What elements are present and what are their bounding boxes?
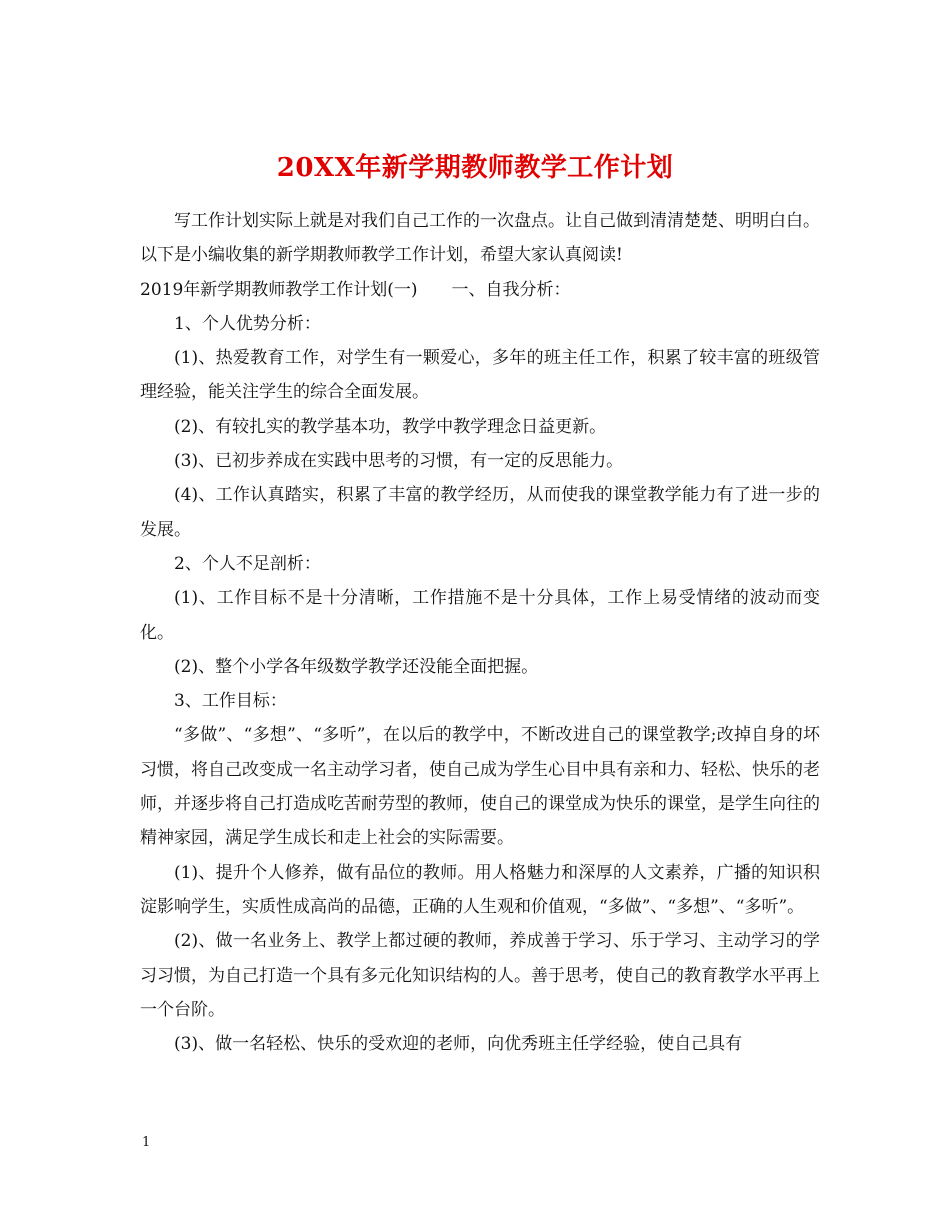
paragraph: (2)、整个小学各年级数学教学还没能全面把握。 [174, 656, 539, 677]
paragraph: (3)、已初步养成在实践中思考的习惯，有一定的反思能力。 [174, 451, 624, 472]
paragraph: (1)、提升个人修养，做有品位的教师。用人格魅力和深厚的人文素养，广播的知识积淀影响学生，实质性成高尚的品德，正确的人生观和价值观，“多做”、“多想”、“多听”。 [140, 862, 820, 917]
paragraph: (4)、工作认真踏实，积累了丰富的教学经历，从而使我的课堂教学能力有了进一步的发展。 [140, 485, 820, 540]
paragraph: (2)、有较扎实的教学基本功，教学中教学理念日益更新。 [174, 416, 607, 437]
subheading-strengths: 1、个人优势分析： [174, 313, 321, 334]
document-title: 20XX年新学期教师教学工作计划 [276, 153, 674, 184]
section-heading: 2019年新学期教师教学工作计划(一) 一、自我分析： [140, 279, 571, 300]
page-number: 1 [142, 1135, 151, 1150]
paragraph: (1)、工作目标不是十分清晰，工作措施不是十分具体，工作上易受情绪的波动而变化。 [140, 588, 820, 643]
document-body [140, 204, 820, 1061]
subheading-goals: 3、工作目标： [174, 691, 287, 712]
paragraph: (2)、做一名业务上、教学上都过硬的教师，养成善于学习、乐于学习、主动学习的学习习惯，为自己打造一个具有多元化知识结构的人。善于思考，使自己的教育教学水平再上一个台阶。 [140, 931, 820, 1020]
subheading-weaknesses: 2、个人不足剖析： [174, 553, 321, 574]
paragraph: (1)、热爱教育工作，对学生有一颗爱心，多年的班主任工作，积累了较丰富的班级管理经验，能关注学生的综合全面发展。 [140, 348, 820, 403]
paragraph: (3)、做一名轻松、快乐的受欢迎的老师，向优秀班主任学经验，使自己具有 [174, 1034, 743, 1055]
intro-paragraph: 写工作计划实际上就是对我们自己工作的一次盘点。让自己做到清清楚楚、明明白白。以下是小编收集的新学期教师教学工作计划，希望大家认真阅读! [140, 211, 820, 266]
paragraph: “多做”、“多想”、“多听”，在以后的教学中，不断改进自己的课堂教学;改掉自身的坏习惯，将自己改变成一名主动学习者，使自己成为学生心目中具有亲和力、轻松、快乐的老师，并逐步将自己打造成吃苦耐劳型的教师，使自己的课堂成为快乐的课堂，是学生向往的精神家园，满足学生成长和走上社会的实际需要。 [140, 725, 820, 849]
